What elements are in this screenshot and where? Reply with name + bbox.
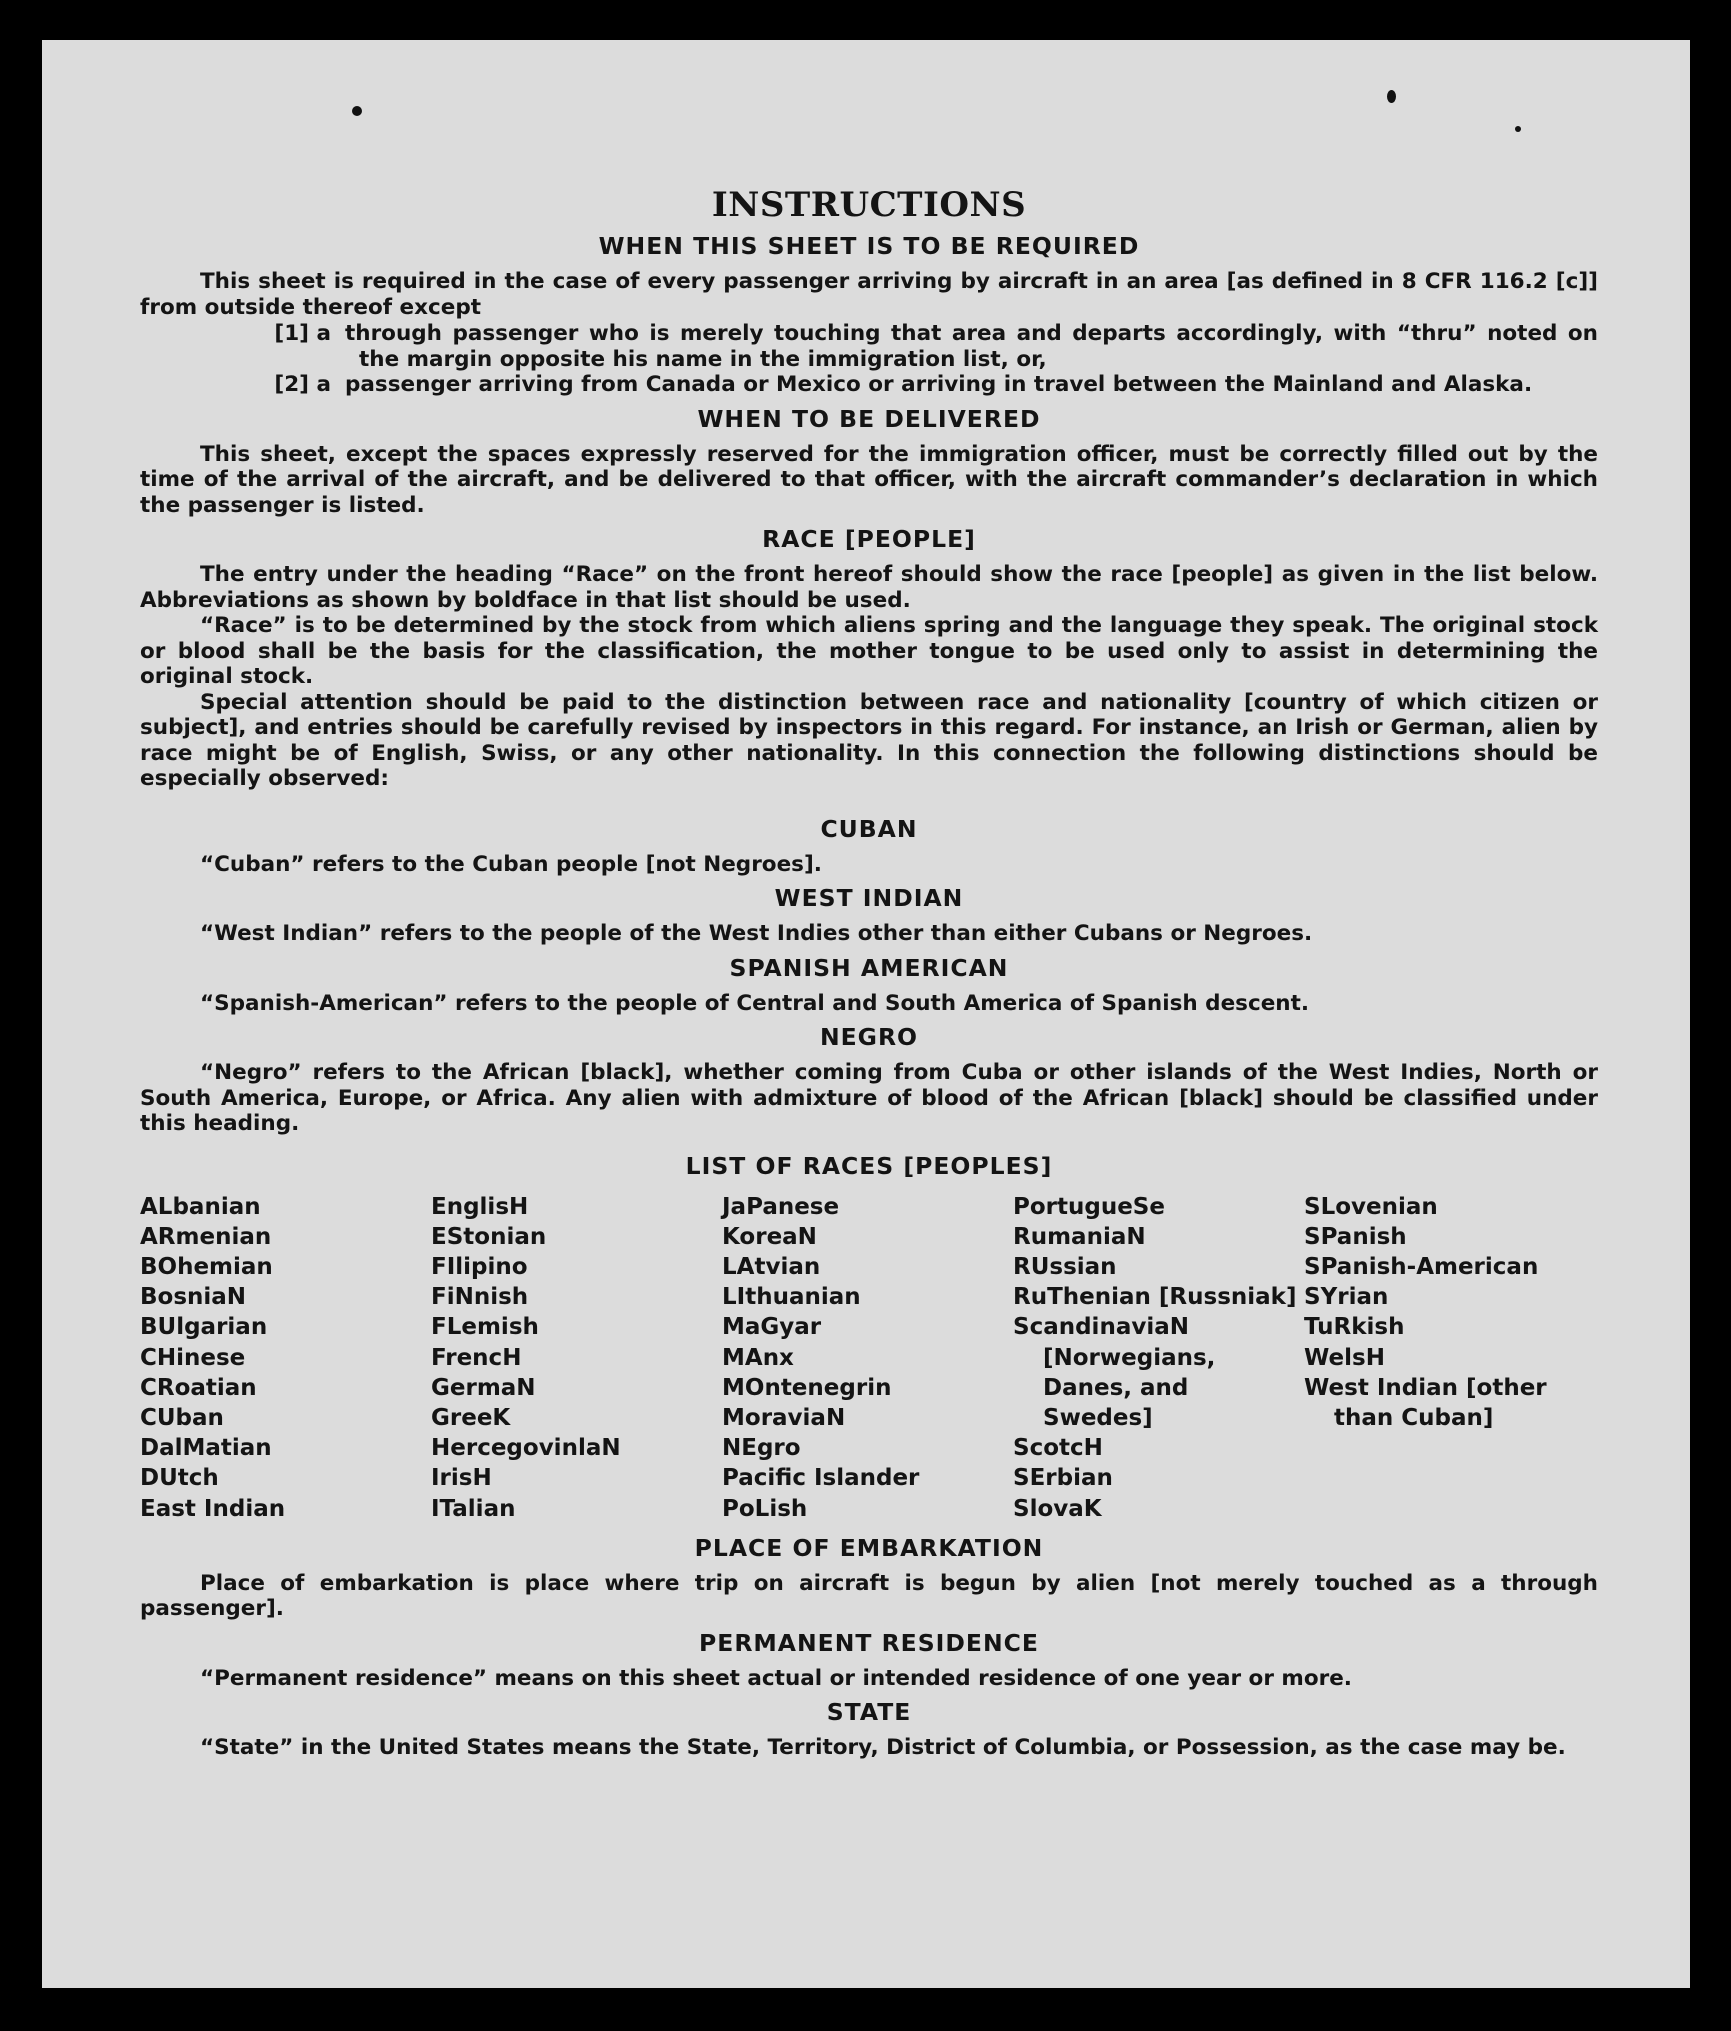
race-item: PoLish [722,1495,808,1522]
race-item: SPanish-American [1304,1253,1539,1280]
race-item: MOntenegrin [722,1374,892,1401]
race-item: DUtch [140,1465,219,1492]
race-item: West Indian [other than Cuban] [1304,1374,1547,1431]
ink-speck [352,106,362,116]
ink-speck [1387,90,1396,103]
race-item: ScotcH [1013,1435,1103,1462]
permanent-residence-text: “Permanent residence” means on this sheet actual or intended residence of one year or more. [200,1665,1352,1691]
spanish-american-text: “Spanish-American” refers to the people of Central and South America of Spanish descent. [200,990,1310,1016]
west-indian-text: “West Indian” refers to the people of the West Indies other than either Cubans or Negroes. [200,921,1313,946]
race-item: DalMatian [140,1435,272,1462]
race-paragraph: The entry under the heading “Race” on the front hereof should show the race [people] as given in the list below. Abbreviations as shown by boldface in that list should be used. [140,562,1598,613]
race-item: GreeK [431,1404,511,1431]
race-item: Pacific Islander [722,1465,920,1492]
race-item: FLemish [431,1314,539,1341]
document-page [42,40,1690,1988]
race-item: KoreaN [722,1223,817,1250]
exception-item [140,321,1598,372]
race-item: RUssian [1013,1253,1117,1280]
cuban-text: “Cuban” refers to the Cuban people [not Negroes]. [200,851,822,877]
race-item: WelsH [1304,1344,1385,1371]
section-heading-cuban: CUBAN [820,814,918,843]
when-required-intro: This sheet is required in the case of every passenger arriving by aircraft in an area [as defined in 8 CFR 116.2 [c]] from outside thereof except [140,269,1598,320]
race-item: JaPanese [722,1193,840,1220]
race-item: BUlgarian [140,1314,268,1341]
exception-number: [2] a [274,372,331,397]
race-item: HercegovinlaN [431,1435,621,1462]
exception-text: through passenger who is merely touching that area and departs accordingly, with “thru” noted on the margin opposite his name in the immigration list, or, [345,321,1598,372]
race-item: EnglisH [431,1193,529,1220]
race-item: GermaN [431,1374,536,1401]
race-item: FIlipino [431,1253,528,1280]
exception-number: [1] a [274,321,331,346]
section-heading-embarkation: PLACE OF EMBARKATION [694,1533,1044,1562]
race-item: SLovenian [1304,1193,1438,1220]
race-item: BosniaN [140,1284,247,1311]
section-heading-west-indian: WEST INDIAN [774,884,964,912]
instructions-content [140,140,1598,1761]
race-item: ITalian [431,1495,516,1522]
race-item: SPanish [1304,1223,1407,1250]
race-item: PortugueSe [1013,1193,1165,1220]
race-item: MoraviaN [722,1404,846,1431]
race-item: ALbanian [140,1193,261,1220]
race-item: NEgro [722,1435,801,1462]
races-column [722,1192,1013,1524]
race-item: CUban [140,1404,224,1431]
races-list [140,1192,1598,1524]
section-heading-negro: NEGRO [819,1023,919,1051]
section-heading-spanish-american: SPANISH AMERICAN [729,953,1009,982]
race-item: LAtvian [722,1253,821,1280]
race-item: East Indian [140,1495,286,1522]
page-title: INSTRUCTIONS [711,185,1027,225]
race-item: FiNnish [431,1284,529,1311]
section-heading-race: RACE [PEOPLE] [762,525,976,553]
race-paragraph: “Race” is to be determined by the stock from which aliens spring and the language they speak. The original stock or blood shall be the basis for the classification, the mother tongue to be used only to assist in determining the original stock. [140,613,1598,689]
race-item: SYrian [1304,1284,1389,1311]
ink-speck [1515,126,1521,132]
race-item: SlovaK [1013,1495,1102,1522]
section-heading-list-of-races: LIST OF RACES [PEOPLES] [685,1151,1053,1180]
exceptions-list [140,321,1598,398]
when-delivered-text: This sheet, except the spaces expressly reserved for the immigration officer, must be correctly filled out by the time of the arrival of the aircraft, and be delivered to that officer, with the aircraft commander’s declaration in which the passenger is listed. [140,441,1598,518]
exception-item [140,372,1598,398]
race-item: IrisH [431,1465,492,1492]
state-text: “State” in the United States means the State, Territory, District of Columbia, or Possession, as the case may be. [200,1735,1566,1761]
races-column [1013,1192,1304,1524]
race-item: TuRkish [1304,1314,1405,1341]
race-item: ARmenian [140,1223,272,1250]
races-column [1304,1192,1598,1524]
race-item: EStonian [431,1223,547,1250]
negro-text: “Negro” refers to the African [black], whether coming from Cuba or other islands of the West Indies, North or South America, Europe, or Africa. Any alien with admixture of blood of the African [black] should be classified under this heading. [140,1060,1598,1136]
races-column [431,1192,722,1524]
section-heading-state: STATE [826,1698,912,1727]
race-item: SErbian [1013,1465,1113,1492]
race-item: BOhemian [140,1253,273,1280]
race-item: ScandinaviaN [Norwegians, Danes, and Swedes] [1013,1314,1216,1431]
races-column [140,1192,431,1524]
section-heading-when-required: WHEN THIS SHEET IS TO BE REQUIRED [598,232,1140,260]
race-item: MAnx [722,1344,794,1371]
race-item: RuThenian [Russniak] [1013,1284,1297,1311]
section-heading-permanent-residence: PERMANENT RESIDENCE [699,1628,1039,1657]
race-item: CRoatian [140,1374,257,1401]
race-item: CHinese [140,1344,246,1371]
race-item: LIthuanian [722,1284,861,1311]
embarkation-text: Place of embarkation is place where trip on aircraft is begun by alien [not merely touched as a through passenger]. [140,1570,1598,1622]
exception-text: passenger arriving from Canada or Mexico or arriving in travel between the Mainland and Alaska. [345,372,1533,397]
race-item: FrencH [431,1344,522,1371]
race-paragraph: Special attention should be paid to the distinction between race and nationality [country of which citizen or subject], and entries should be carefully revised by inspectors in this regard. For instance, an Irish or German, alien by race might be of English, Swiss, or any other nationality. In this connection the following distinctions should be especially observed: [140,689,1598,791]
section-heading-when-delivered: WHEN TO BE DELIVERED [697,404,1041,433]
race-item: MaGyar [722,1314,822,1341]
race-item: RumaniaN [1013,1223,1146,1250]
